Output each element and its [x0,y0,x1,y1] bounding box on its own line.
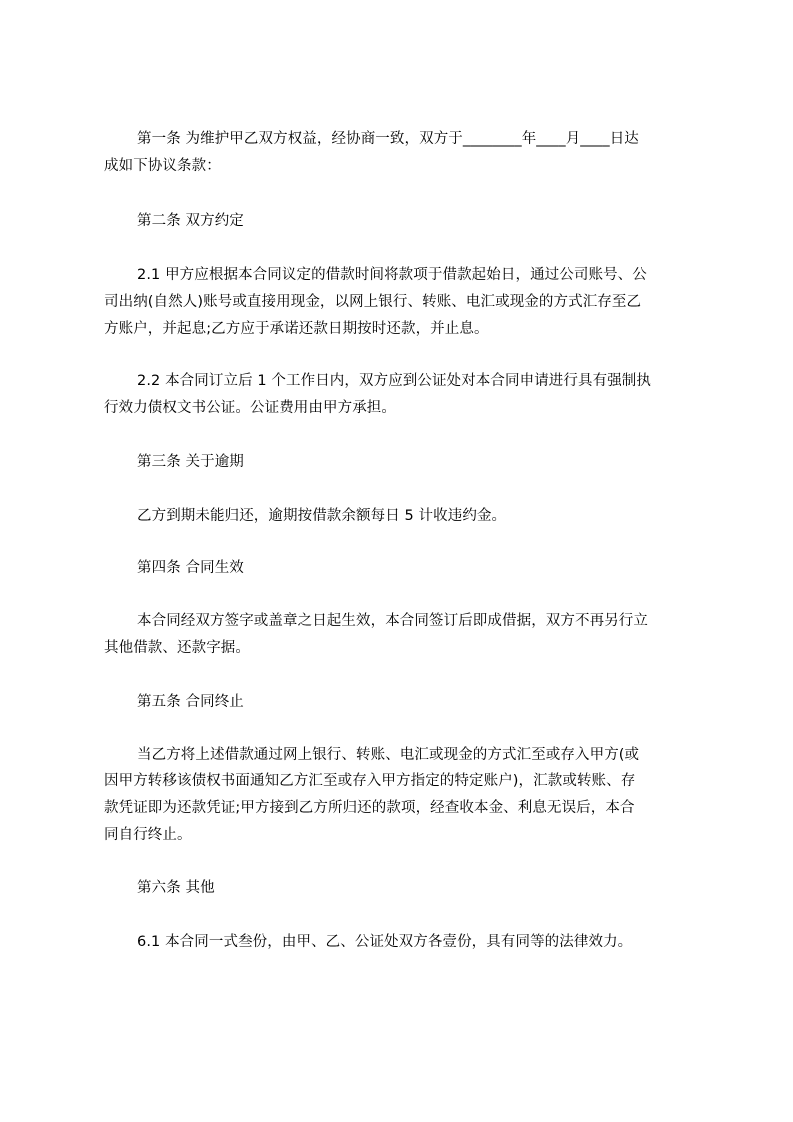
article6-heading: 第六条 其他 [137,880,215,896]
article2-p1-line3: 方账户，并起息;乙方应于承诺还款日期按时还款，并止息。 [104,321,489,337]
article5-text-line3: 款凭证即为还款凭证;甲方接到乙方所归还的款项，经查收本金、利息无误后，本合 [104,800,635,816]
article2-heading: 第二条 双方约定 [137,213,244,229]
article2-p1-line2: 司出纳(自然人)账号或直接用现金，以网上银行、转账、电汇或现金的方式汇存至乙 [104,294,642,310]
article2-p2-line1: 2.2 本合同订立后 1 个工作日内，双方应到公证处对本合同申请进行具有强制执 [137,373,652,389]
article4-heading: 第四条 合同生效 [137,560,244,576]
article1-text-line2: 成如下协议条款： [104,158,221,174]
article4-text-line1: 本合同经双方签字或盖章之日起生效，本合同签订后即成借据，双方不再另行立 [137,613,648,629]
article6-text-line1: 6.1 本合同一式叁份，由甲、乙、公证处双方各壹份，具有同等的法律效力。 [137,934,633,950]
article1-text-line1: 第一条 为维护甲乙双方权益，经协商一致，双方于________年____月____日达 [137,131,639,147]
article5-text-line4: 同自行终止。 [104,827,192,843]
article5-text-line2: 因甲方转移该债权书面通知乙方汇至或存入甲方指定的特定账户)，汇款或转账、存 [104,773,636,789]
article4-text-line2: 其他借款、还款字据。 [104,640,250,656]
article3-heading: 第三条 关于逾期 [137,454,244,470]
article3-text-line1: 乙方到期未能归还，逾期按借款余额每日 5 计收违约金。 [137,508,507,524]
article5-heading: 第五条 合同终止 [137,694,244,710]
article2-p1-line1: 2.1 甲方应根据本合同议定的借款时间将款项于借款起始日，通过公司账号、公 [137,267,647,283]
article2-p2-line2: 行效力债权文书公证。公证费用由甲方承担。 [104,400,396,416]
article5-text-line1: 当乙方将上述借款通过网上银行、转账、电汇或现金的方式汇至或存入甲方(或 [137,747,640,763]
